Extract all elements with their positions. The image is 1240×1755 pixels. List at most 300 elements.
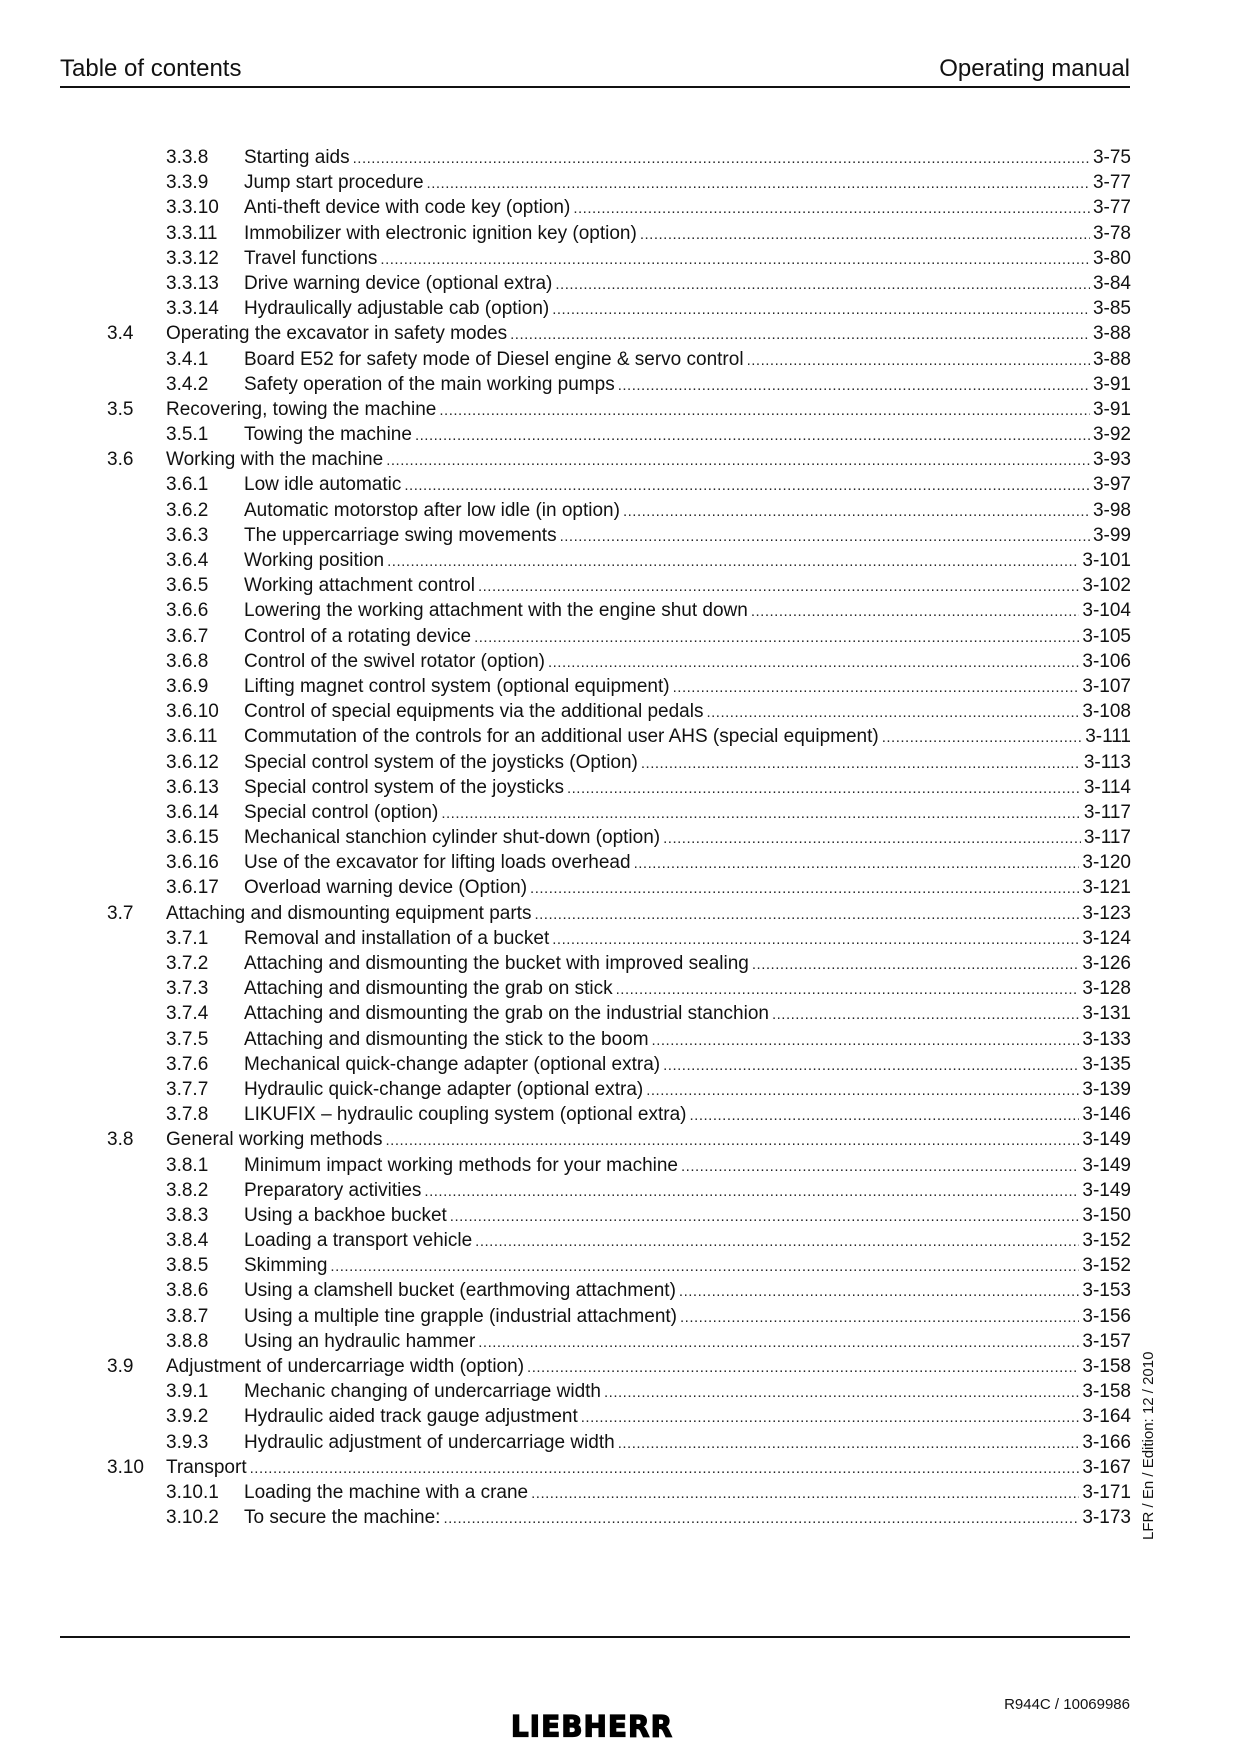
toc-title: Transport — [166, 1456, 247, 1478]
toc-subsection-row[interactable] — [0, 246, 1240, 271]
toc-number: 3.8.5 — [166, 1255, 209, 1277]
toc-number: 3.9 — [107, 1356, 134, 1377]
toc-subsection-row[interactable] — [0, 221, 1240, 246]
toc-page-number: 3-135 — [1082, 1053, 1131, 1075]
svg-text:LIEBHERR: LIEBHERR — [510, 1708, 674, 1742]
toc-page-number: 3-157 — [1082, 1330, 1131, 1352]
toc-subsection-row[interactable] — [0, 1404, 1240, 1429]
toc-title: Automatic motorstop after low idle (in option) — [244, 499, 620, 521]
toc-entry — [166, 321, 1131, 347]
toc-title: Anti-theft device with code key (option) — [244, 197, 571, 219]
toc-title: Working with the machine — [166, 449, 384, 471]
toc-dot-leader — [474, 625, 1079, 650]
toc-page-number: 3-85 — [1092, 298, 1131, 320]
toc-title: Overload warning device (Option) — [244, 877, 528, 899]
toc-dot-leader — [548, 650, 1079, 675]
toc-title: Using a multiple tine grapple (industrial attachment) — [244, 1305, 677, 1327]
toc-entry — [244, 246, 1131, 272]
page-header — [60, 52, 1130, 88]
edition-text: LFR / En / Edition: 12 / 2010 — [1140, 1351, 1157, 1540]
toc-dot-leader — [640, 222, 1090, 247]
toc-page-number: 3-117 — [1083, 827, 1131, 849]
toc-title: Drive warning device (optional extra) — [244, 272, 553, 294]
toc-page-number: 3-152 — [1082, 1255, 1131, 1277]
toc-entry — [244, 1077, 1131, 1103]
toc-subsection-row[interactable] — [0, 1102, 1240, 1127]
toc-dot-leader — [604, 1380, 1079, 1405]
toc-page-number: 3-124 — [1082, 927, 1131, 949]
toc-page-number: 3-164 — [1082, 1406, 1131, 1428]
toc-title: Hydraulically adjustable cab (option) — [244, 298, 550, 320]
toc-subsection-row[interactable] — [0, 976, 1240, 1001]
toc-number: 3.8.7 — [166, 1305, 209, 1327]
toc-number: 3.6.5 — [166, 575, 209, 597]
toc-section-row[interactable] — [0, 901, 1240, 926]
toc-dot-leader — [250, 1456, 1080, 1481]
toc-dot-leader — [531, 1481, 1079, 1506]
toc-page-number: 3-123 — [1082, 902, 1131, 924]
toc-entry — [244, 699, 1131, 725]
toc-title: Attaching and dismounting the grab on stick — [244, 978, 613, 1000]
toc-entry — [244, 221, 1131, 247]
toc-dot-leader — [689, 1103, 1079, 1128]
toc-number: 3.8.3 — [166, 1204, 209, 1226]
toc-entry — [244, 195, 1131, 221]
toc-dot-leader — [618, 373, 1090, 398]
toc-dot-leader — [618, 1431, 1080, 1456]
toc-page-number: 3-114 — [1083, 776, 1131, 798]
toc-entry — [244, 523, 1131, 549]
toc-subsection-row[interactable] — [0, 472, 1240, 497]
toc-number: 3.4 — [107, 323, 134, 345]
edition-side-label — [1140, 1340, 1157, 1540]
toc-page-number: 3-150 — [1082, 1204, 1131, 1226]
toc-title: Preparatory activities — [244, 1179, 422, 1201]
toc-dot-leader — [527, 1355, 1079, 1380]
toc-dot-leader — [663, 826, 1081, 851]
toc-page-number: 3-121 — [1082, 877, 1131, 899]
liebherr-logo-mark — [492, 1708, 692, 1742]
toc-number: 3.6.12 — [166, 751, 219, 773]
toc-dot-leader — [616, 977, 1080, 1002]
toc-number: 3.3.10 — [166, 197, 219, 219]
toc-number: 3.7.5 — [166, 1028, 209, 1050]
toc-subsection-row[interactable] — [0, 1001, 1240, 1026]
toc-subsection-row[interactable] — [0, 724, 1240, 749]
toc-number: 3.6.1 — [166, 474, 209, 496]
toc-title: Mechanic changing of undercarriage width — [244, 1381, 601, 1403]
toc-number: 3.8.2 — [166, 1179, 209, 1201]
toc-title: Skimming — [244, 1255, 328, 1277]
toc-number: 3.3.8 — [166, 147, 209, 168]
toc-subsection-row[interactable] — [0, 1278, 1240, 1303]
toc-title: Removal and installation of a bucket — [244, 927, 550, 949]
toc-dot-leader — [681, 1154, 1079, 1179]
toc-title: Mechanical stanchion cylinder shut-down (option) — [244, 827, 661, 849]
toc-section-row[interactable] — [0, 397, 1240, 422]
toc-dot-leader — [706, 700, 1079, 725]
toc-subsection-row[interactable] — [0, 1203, 1240, 1228]
toc-dot-leader — [443, 1506, 1079, 1531]
toc-title: Using a clamshell bucket (earthmoving attachment) — [244, 1280, 676, 1302]
toc-subsection-row[interactable] — [0, 825, 1240, 850]
toc-entry — [244, 1329, 1131, 1355]
toc-title: Attaching and dismounting the stick to the boom — [244, 1028, 649, 1050]
toc-subsection-row[interactable] — [0, 548, 1240, 573]
toc-subsection-row[interactable] — [0, 271, 1240, 296]
toc-entry — [244, 1379, 1131, 1405]
toc-page-number: 3-80 — [1092, 247, 1131, 269]
toc-number: 3.3.12 — [166, 247, 219, 269]
toc-page-number: 3-133 — [1082, 1028, 1131, 1050]
toc-page-number: 3-158 — [1082, 1356, 1131, 1377]
toc-subsection-row[interactable] — [0, 1077, 1240, 1102]
toc-entry — [244, 347, 1131, 373]
toc-entry — [244, 1505, 1131, 1531]
toc-title: Attaching and dismounting the grab on the industrial stanchion — [244, 1003, 769, 1025]
toc-dot-leader — [679, 1279, 1079, 1304]
toc-title: Travel functions — [244, 247, 378, 269]
toc-subsection-row[interactable] — [0, 875, 1240, 900]
toc-entry — [244, 775, 1131, 801]
toc-subsection-row[interactable] — [0, 926, 1240, 951]
toc-subsection-row[interactable] — [0, 1178, 1240, 1203]
toc-number: 3.6.15 — [166, 827, 219, 849]
toc-title: Special control system of the joysticks (Option) — [244, 751, 638, 773]
toc-number: 3.6.4 — [166, 550, 209, 571]
toc-dot-leader — [673, 675, 1080, 700]
toc-title: Starting aids — [244, 147, 350, 168]
toc-dot-leader — [560, 524, 1090, 549]
toc-entry — [244, 1178, 1131, 1204]
toc-entry — [244, 1278, 1131, 1304]
toc-page-number: 3-126 — [1082, 953, 1131, 974]
toc-title: General working methods — [166, 1129, 383, 1151]
toc-page-number: 3-91 — [1092, 373, 1131, 395]
toc-title: Recovering, towing the machine — [166, 398, 437, 420]
toc-title: Control of special equipments via the additional pedals — [244, 701, 704, 723]
toc-page-number: 3-101 — [1082, 550, 1131, 571]
toc-number: 3.6.6 — [166, 600, 209, 622]
toc-entry — [244, 1228, 1131, 1254]
toc-dot-leader — [555, 272, 1090, 297]
toc-title: Lowering the working attachment with the engine shut down — [244, 600, 748, 622]
toc-page-number: 3-120 — [1082, 852, 1131, 874]
toc-subsection-row[interactable] — [0, 800, 1240, 825]
toc-dot-leader — [478, 1330, 1079, 1355]
toc-page-number: 3-92 — [1092, 424, 1131, 446]
toc-number: 3.6 — [107, 449, 134, 471]
toc-title: Use of the excavator for lifting loads overhead — [244, 852, 631, 874]
toc-subsection-row[interactable] — [0, 1253, 1240, 1278]
toc-number: 3.3.13 — [166, 272, 219, 294]
toc-number: 3.9.3 — [166, 1431, 209, 1453]
toc-page-number: 3-156 — [1082, 1305, 1131, 1327]
toc-subsection-row[interactable] — [0, 372, 1240, 397]
toc-title: Control of a rotating device — [244, 625, 472, 647]
toc-number: 3.3.9 — [166, 172, 209, 194]
toc-dot-leader — [380, 247, 1090, 272]
toc-title: Attaching and dismounting equipment parts — [166, 902, 532, 924]
toc-entry — [166, 901, 1131, 927]
toc-subsection-row[interactable] — [0, 1505, 1240, 1530]
toc-title: Hydraulic aided track gauge adjustment — [244, 1406, 578, 1428]
toc-subsection-row[interactable] — [0, 170, 1240, 195]
toc-entry — [244, 573, 1131, 599]
toc-title: Hydraulic adjustment of undercarriage width — [244, 1431, 615, 1453]
toc-number: 3.8 — [107, 1129, 134, 1151]
toc-subsection-row[interactable] — [0, 1153, 1240, 1178]
toc-entry — [244, 472, 1131, 498]
toc-page-number: 3-131 — [1082, 1003, 1131, 1025]
toc-page-number: 3-99 — [1092, 524, 1131, 546]
toc-page-number: 3-152 — [1082, 1230, 1131, 1252]
toc-entry — [244, 1304, 1131, 1330]
toc-title: Jump start procedure — [244, 172, 424, 194]
toc-entry — [244, 1480, 1131, 1506]
toc-dot-leader — [882, 725, 1083, 750]
toc-entry — [244, 598, 1131, 624]
toc-title: Towing the machine — [244, 424, 412, 446]
toc-dot-leader — [424, 1179, 1079, 1204]
toc-entry — [244, 724, 1131, 750]
toc-entry — [166, 1455, 1131, 1481]
toc-title: Board E52 for safety mode of Diesel engine & servo control — [244, 348, 744, 370]
toc-title: Low idle automatic — [244, 474, 402, 496]
footer-divider — [60, 1636, 1130, 1638]
toc-page-number: 3-77 — [1092, 197, 1131, 219]
toc-number: 3.6.3 — [166, 524, 209, 546]
toc-page-number: 3-105 — [1082, 625, 1131, 647]
toc-dot-leader — [415, 423, 1090, 448]
toc-number: 3.3.11 — [166, 222, 218, 244]
toc-title: Commutation of the controls for an additional user AHS (special equipment) — [244, 726, 879, 748]
toc-number: 3.7.4 — [166, 1003, 209, 1025]
toc-number: 3.7.2 — [166, 953, 209, 974]
toc-entry — [244, 926, 1131, 952]
toc-section-row[interactable] — [0, 447, 1240, 472]
toc-number: 3.7.3 — [166, 978, 209, 1000]
toc-dot-leader — [478, 574, 1079, 599]
toc-subsection-row[interactable] — [0, 422, 1240, 447]
toc-title: Special control system of the joysticks — [244, 776, 564, 798]
toc-entry — [244, 750, 1131, 776]
toc-number: 3.8.8 — [166, 1330, 209, 1352]
toc-subsection-row[interactable] — [0, 1430, 1240, 1455]
toc-number: 3.6.2 — [166, 499, 209, 521]
toc-page-number: 3-104 — [1082, 600, 1131, 622]
toc-dot-leader — [387, 549, 1079, 574]
toc-number: 3.3.14 — [166, 298, 219, 320]
toc-number: 3.10.1 — [166, 1481, 219, 1503]
toc-title: Loading the machine with a crane — [244, 1481, 529, 1503]
toc-page-number: 3-149 — [1082, 1154, 1131, 1176]
table-of-contents — [0, 145, 1240, 1530]
toc-dot-leader — [652, 1028, 1080, 1053]
toc-dot-leader — [386, 1128, 1080, 1153]
toc-page-number: 3-91 — [1092, 398, 1131, 420]
toc-page-number: 3-98 — [1092, 499, 1131, 521]
toc-dot-leader — [386, 448, 1090, 473]
toc-title: Using an hydraulic hammer — [244, 1330, 476, 1352]
toc-title: Attaching and dismounting the bucket with improved sealing — [244, 953, 749, 974]
toc-subsection-row[interactable] — [0, 573, 1240, 598]
toc-number: 3.9.1 — [166, 1381, 209, 1403]
toc-page-number: 3-93 — [1092, 449, 1131, 471]
toc-subsection-row[interactable] — [0, 850, 1240, 875]
toc-subsection-row[interactable] — [0, 1052, 1240, 1077]
toc-dot-leader — [450, 1204, 1080, 1229]
toc-number: 3.7.6 — [166, 1053, 209, 1075]
toc-subsection-row[interactable] — [0, 145, 1240, 170]
toc-page-number: 3-97 — [1092, 474, 1131, 496]
toc-subsection-row[interactable] — [0, 498, 1240, 523]
toc-number: 3.7.7 — [166, 1078, 209, 1100]
toc-subsection-row[interactable] — [0, 523, 1240, 548]
toc-page-number: 3-111 — [1085, 726, 1131, 748]
toc-entry — [244, 1052, 1131, 1078]
toc-entry — [244, 951, 1131, 977]
toc-number: 3.9.2 — [166, 1406, 209, 1428]
toc-entry — [244, 145, 1131, 171]
toc-subsection-row[interactable] — [0, 624, 1240, 649]
toc-title: Using a backhoe bucket — [244, 1204, 447, 1226]
toc-section-row[interactable] — [0, 321, 1240, 346]
toc-subsection-row[interactable] — [0, 699, 1240, 724]
toc-subsection-row[interactable] — [0, 1304, 1240, 1329]
toc-page-number: 3-108 — [1082, 701, 1131, 723]
toc-subsection-row[interactable] — [0, 649, 1240, 674]
toc-subsection-row[interactable] — [0, 1379, 1240, 1404]
toc-title: The uppercarriage swing movements — [244, 524, 557, 546]
toc-section-row[interactable] — [0, 1455, 1240, 1480]
toc-subsection-row[interactable] — [0, 1480, 1240, 1505]
toc-section-row[interactable] — [0, 1127, 1240, 1152]
toc-page-number: 3-88 — [1092, 348, 1131, 370]
toc-dot-leader — [646, 1078, 1079, 1103]
toc-title: Safety operation of the main working pumps — [244, 373, 615, 395]
toc-page-number: 3-166 — [1082, 1431, 1131, 1453]
toc-number: 3.5 — [107, 398, 134, 420]
toc-page-number: 3-171 — [1082, 1481, 1131, 1503]
toc-page-number: 3-88 — [1092, 323, 1131, 345]
toc-title: Minimum impact working methods for your machine — [244, 1154, 678, 1176]
toc-page-number: 3-173 — [1082, 1507, 1131, 1529]
toc-title: Lifting magnet control system (optional equipment) — [244, 675, 670, 697]
toc-dot-leader — [404, 473, 1090, 498]
toc-subsection-row[interactable] — [0, 296, 1240, 321]
toc-entry — [244, 1203, 1131, 1229]
toc-number: 3.4.2 — [166, 373, 209, 395]
toc-entry — [244, 850, 1131, 876]
toc-entry — [244, 170, 1131, 196]
toc-dot-leader — [747, 348, 1090, 373]
toc-page-number: 3-128 — [1082, 978, 1131, 1000]
toc-number: 3.6.14 — [166, 801, 219, 823]
toc-subsection-row[interactable] — [0, 951, 1240, 976]
toc-page-number: 3-106 — [1082, 650, 1131, 672]
toc-dot-leader — [623, 499, 1090, 524]
toc-section-row[interactable] — [0, 1354, 1240, 1379]
toc-page-number: 3-84 — [1092, 272, 1131, 294]
toc-page-number: 3-153 — [1082, 1280, 1131, 1302]
toc-page-number: 3-139 — [1082, 1078, 1131, 1100]
toc-dot-leader — [427, 171, 1090, 196]
toc-entry — [166, 1127, 1131, 1153]
toc-page-number: 3-117 — [1083, 801, 1131, 823]
toc-subsection-row[interactable] — [0, 1228, 1240, 1253]
toc-dot-leader — [530, 876, 1079, 901]
toc-dot-leader — [330, 1254, 1079, 1279]
toc-number: 3.5.1 — [166, 424, 209, 446]
toc-entry — [244, 1027, 1131, 1053]
toc-subsection-row[interactable] — [0, 1329, 1240, 1354]
toc-entry — [244, 800, 1131, 826]
toc-dot-leader — [634, 851, 1080, 876]
toc-page-number: 3-113 — [1083, 751, 1131, 773]
toc-number: 3.4.1 — [166, 348, 209, 370]
toc-dot-leader — [441, 801, 1080, 826]
toc-dot-leader — [510, 322, 1090, 347]
toc-entry — [244, 674, 1131, 700]
toc-page-number: 3-146 — [1082, 1104, 1131, 1126]
toc-subsection-row[interactable] — [0, 750, 1240, 775]
toc-page-number: 3-77 — [1092, 172, 1131, 194]
toc-entry — [244, 296, 1131, 322]
toc-number: 3.6.11 — [166, 726, 218, 748]
toc-entry — [244, 548, 1131, 574]
toc-entry — [244, 1404, 1131, 1430]
toc-subsection-row[interactable] — [0, 598, 1240, 623]
liebherr-logo — [492, 1708, 692, 1747]
toc-entry — [166, 1354, 1131, 1380]
toc-entry — [244, 1102, 1131, 1128]
toc-subsection-row[interactable] — [0, 195, 1240, 220]
toc-entry — [244, 875, 1131, 901]
toc-subsection-row[interactable] — [0, 1027, 1240, 1052]
toc-title: Control of the swivel rotator (option) — [244, 650, 545, 672]
toc-dot-leader — [581, 1405, 1080, 1430]
toc-dot-leader — [752, 952, 1080, 977]
toc-entry — [166, 397, 1131, 423]
toc-number: 3.8.6 — [166, 1280, 209, 1302]
toc-number: 3.7 — [107, 902, 134, 924]
toc-subsection-row[interactable] — [0, 775, 1240, 800]
toc-title: Working position — [244, 550, 385, 571]
toc-number: 3.8.1 — [166, 1154, 209, 1176]
toc-page-number: 3-149 — [1082, 1179, 1131, 1201]
toc-page-number: 3-78 — [1092, 222, 1131, 244]
toc-dot-leader — [439, 398, 1090, 423]
toc-subsection-row[interactable] — [0, 674, 1240, 699]
toc-number: 3.6.13 — [166, 776, 219, 798]
toc-number: 3.10 — [107, 1456, 144, 1478]
toc-dot-leader — [680, 1305, 1079, 1330]
toc-entry — [244, 1153, 1131, 1179]
toc-subsection-row[interactable] — [0, 347, 1240, 372]
toc-dot-leader — [475, 1229, 1079, 1254]
toc-title: LIKUFIX – hydraulic coupling system (optional extra) — [244, 1104, 687, 1126]
toc-number: 3.6.16 — [166, 852, 219, 874]
toc-number: 3.7.1 — [166, 927, 209, 949]
toc-dot-leader — [772, 1002, 1079, 1027]
toc-dot-leader — [663, 1053, 1079, 1078]
toc-page-number: 3-158 — [1082, 1381, 1131, 1403]
toc-entry — [244, 1001, 1131, 1027]
header-section-title: Table of contents — [60, 55, 242, 82]
toc-title: To secure the machine: — [244, 1507, 441, 1529]
toc-title: Adjustment of undercarriage width (option) — [166, 1356, 525, 1377]
